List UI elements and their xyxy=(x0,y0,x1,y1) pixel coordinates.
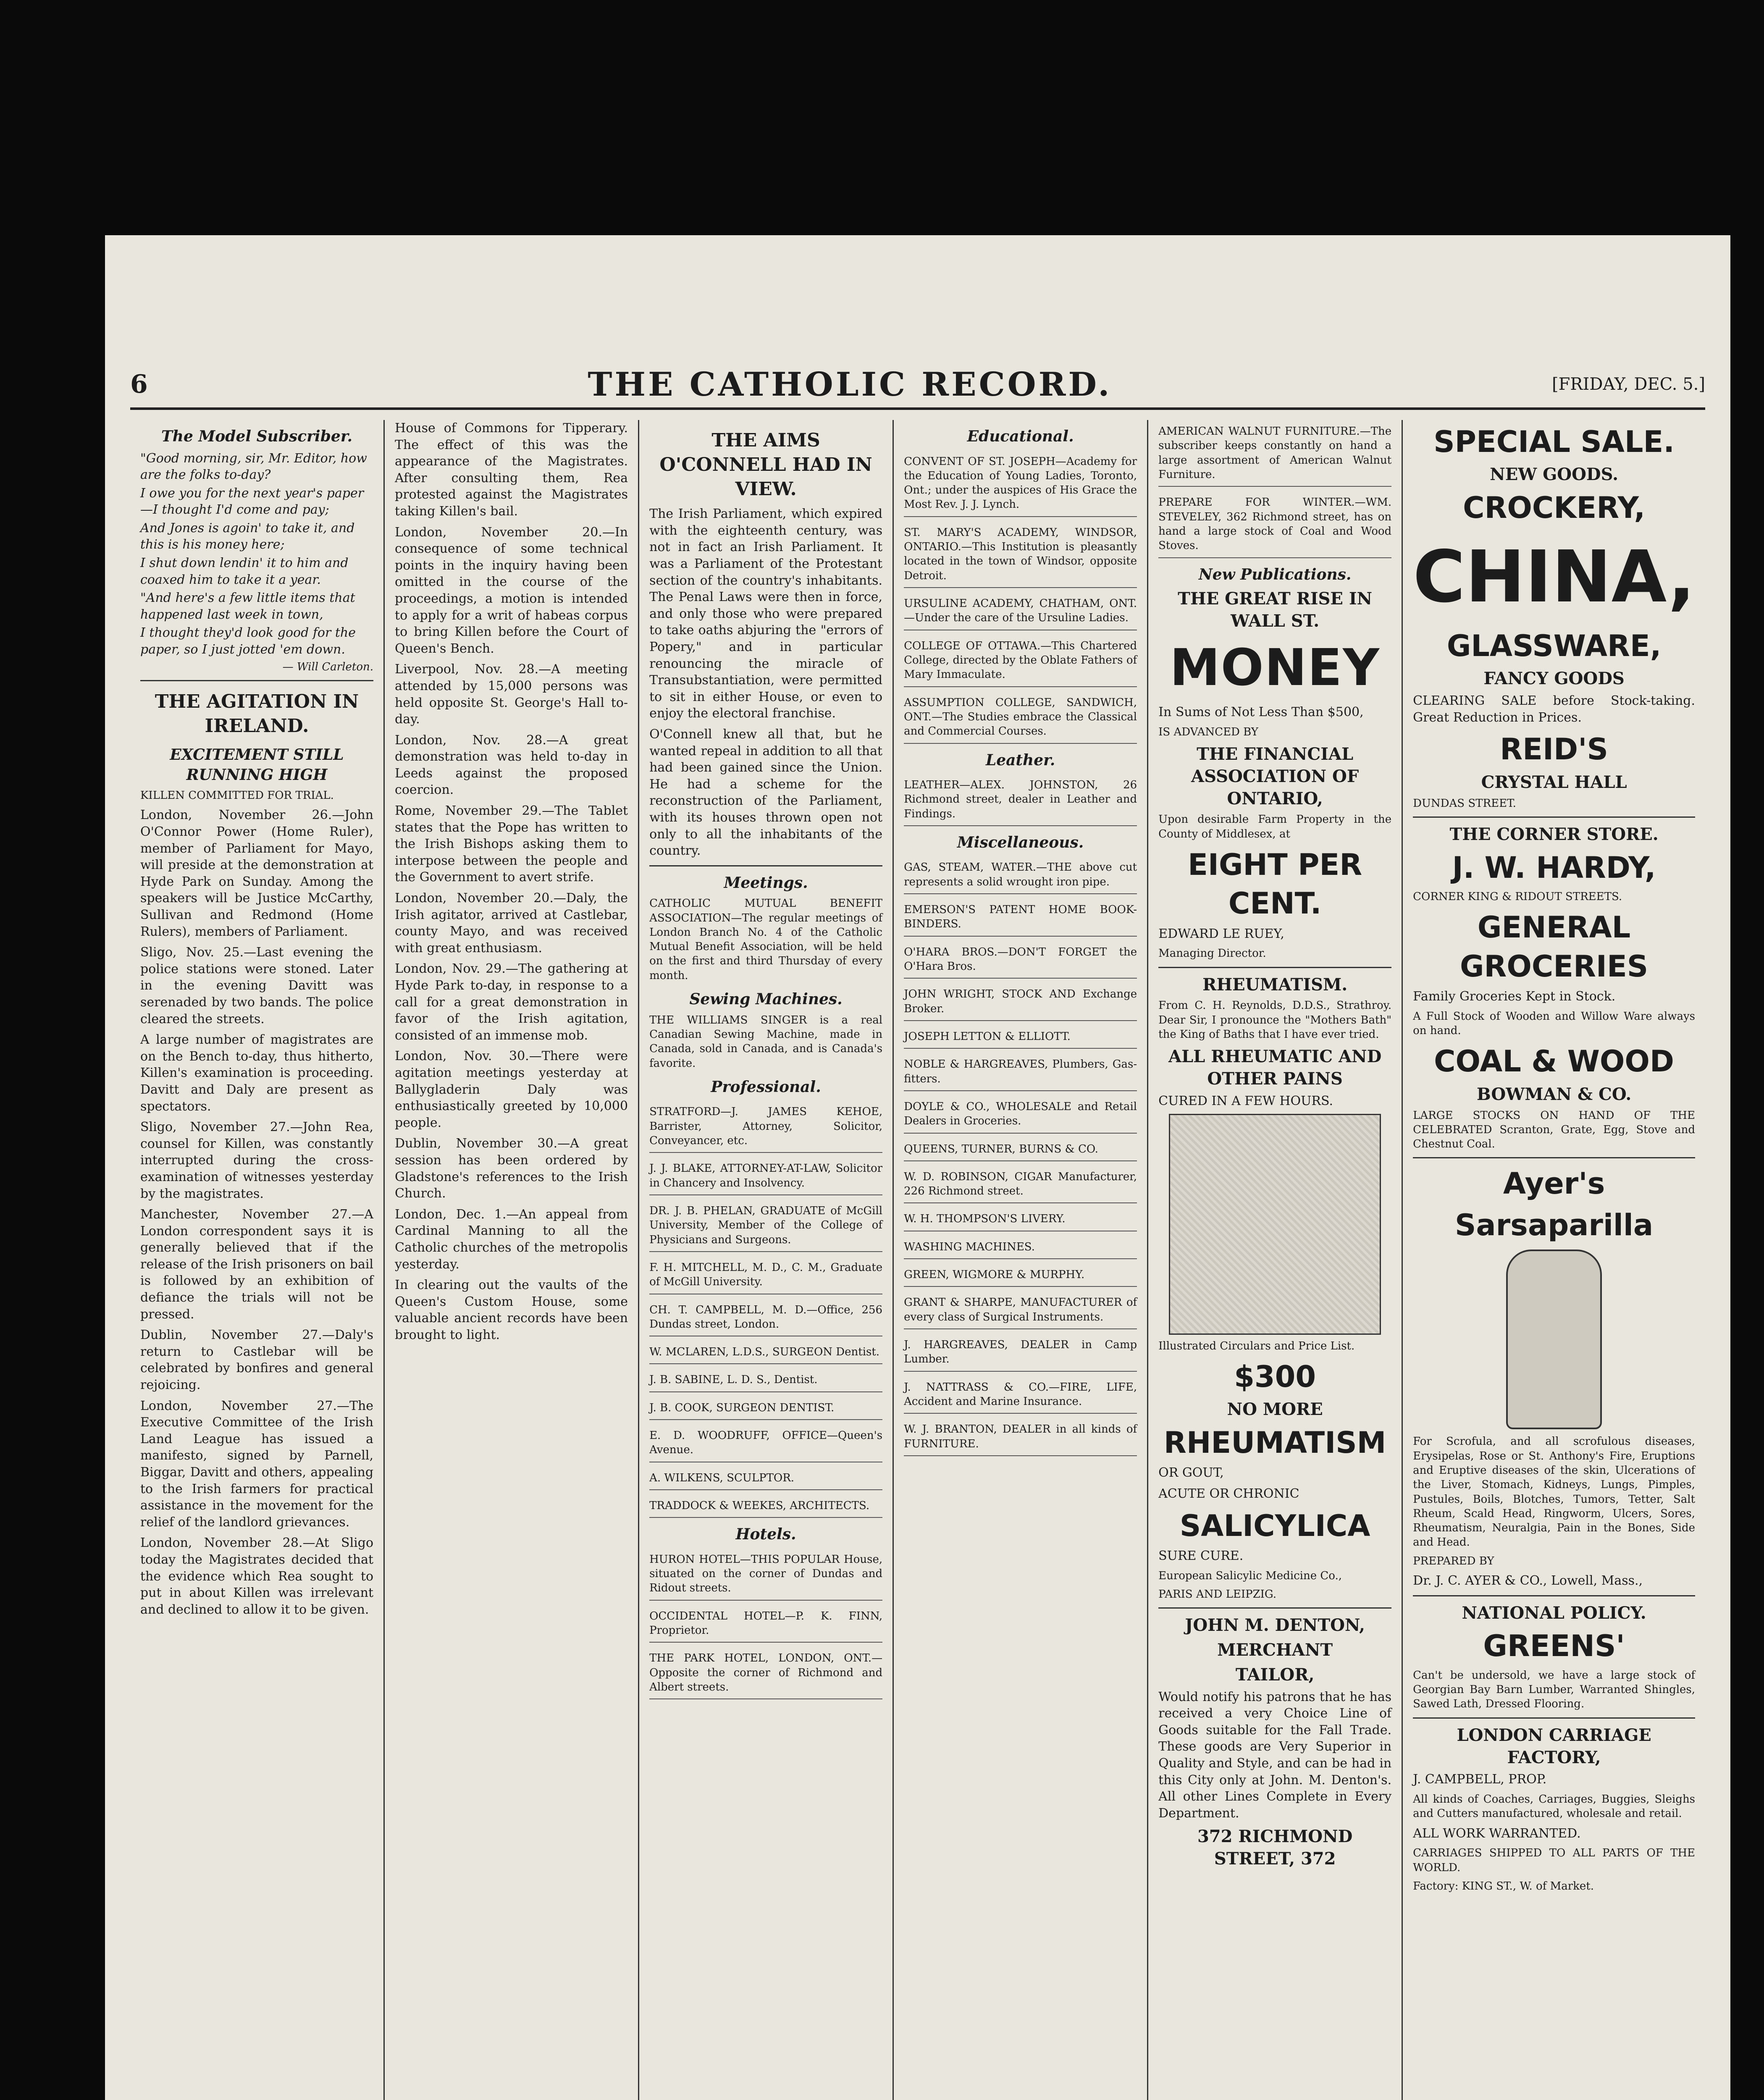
notice: CATHOLIC MUTUAL BENEFIT ASSOCIATION—The regular meetings of London Branch No. 4 of the Catholic Mutual Benefit Association, will be held on the first and third Thursday of every month. xyxy=(649,897,883,982)
prepared-by: PREPARED BY xyxy=(1413,1554,1494,1567)
corner-store: THE CORNER STORE. xyxy=(1449,824,1659,844)
article-paragraph: London, November 27.—The Executive Committee of the Irish Land League has issued a manifesto, signed by Parnell, Biggar, Davitt and others, appealing to the Irish farmers for practical assistance in the movement for the relief of the landlord grievances. xyxy=(140,1398,374,1530)
sarsaparilla: Sarsaparilla xyxy=(1455,1208,1654,1242)
column-2 xyxy=(385,420,639,2100)
poem-line: "Good morning, sir, Mr. Editor, how are the folks to-day? xyxy=(140,451,367,483)
hotel-card: OCCIDENTAL HOTEL—P. K. FINN, Proprietor. xyxy=(649,1605,882,1643)
carriage-text: All kinds of Coaches, Carriages, Buggies, Sleighs and Cutters manufactured, wholesale and retail. xyxy=(1413,1793,1696,1820)
money-sub: In Sums of Not Less Than $500, xyxy=(1158,705,1364,719)
article-paragraph: Sligo, November 27.—John Rea, counsel for Killen, was constantly interrupted during the cross-examination of witnesses yesterday by the magistrates. xyxy=(140,1120,374,1201)
article-paragraph: Dublin, November 27.—Daly's return to Castlebar will be celebrated by bonfires and general rejoicing. xyxy=(140,1328,374,1393)
misc-ad: J. HARGREAVES, DEALER in Camp Lumber. xyxy=(904,1334,1137,1372)
divider xyxy=(1413,816,1695,818)
campbell-prop: J. CAMPBELL, PROP. xyxy=(1413,1772,1547,1787)
misc-ad: GAS, STEAM, WATER.—THE above cut represents a solid wrought iron pipe. xyxy=(904,856,1137,894)
article-paragraph: The Irish Parliament, which expired with the eighteenth century, was not in fact an Irish Parliament. It was a Parliament of the Protestant section of the country's inhabitants. The Penal Laws were then in force, and only those who were prepared to take oaths abjuring the "errors of Popery," and in particular renouncing the miracle of Transubstantiation, were permitted to sit in either House, or even to enjoy the electoral franchise. xyxy=(649,507,883,721)
crystal-hall: CRYSTAL HALL xyxy=(1481,772,1627,792)
divider xyxy=(140,680,373,681)
poem-line: I thought they'd look good for the paper, so I just jotted 'em down. xyxy=(140,625,356,657)
poem-credit: — Will Carleton. xyxy=(282,660,374,673)
ayer-company: Dr. J. C. AYER & CO., Lowell, Mass., xyxy=(1413,1573,1643,1588)
section-heading-leather: Leather. xyxy=(985,751,1055,769)
column-5 xyxy=(1148,420,1403,2100)
crockery: CROCKERY, xyxy=(1463,491,1646,525)
director-title: Managing Director. xyxy=(1158,947,1266,960)
professional-card: J. B. COOK, SURGEON DENTIST. xyxy=(649,1396,882,1420)
professional-card: F. H. MITCHELL, M. D., C. M., Graduate of McGill University. xyxy=(649,1256,882,1294)
newspaper-page xyxy=(105,235,1730,2100)
hardy-name: J. W. HARDY, xyxy=(1452,850,1656,885)
professional-card: STRATFORD—J. JAMES KEHOE, Barrister, Attorney, Solicitor, Conveyancer, etc. xyxy=(649,1100,882,1153)
misc-ad: EMERSON'S PATENT HOME BOOK-BINDERS. xyxy=(904,898,1137,937)
article-paragraph: Dublin, November 30.—A great session has been ordered by Gladstone's references to the Irish Church. xyxy=(395,1136,628,1201)
column-4 xyxy=(894,420,1148,2100)
paris-leipzig: PARIS AND LEIPZIG. xyxy=(1158,1588,1277,1601)
article-paragraph: Rome, November 29.—The Tablet states that the Pope has written to the Irish Bishops asking them to interpose between the people and the Government to avert strife. xyxy=(395,803,628,885)
column-3 xyxy=(639,420,894,2100)
fancy-goods: FANCY GOODS xyxy=(1483,669,1625,689)
winter-ad: PREPARE FOR WINTER.—WM. STEVELEY, 362 Richmond street, has on hand a large stock of Coal and Wood Stoves. xyxy=(1158,491,1391,558)
sure-cure: SURE CURE. xyxy=(1158,1549,1244,1563)
misc-ad: W. J. BRANTON, DEALER in all kinds of FURNITURE. xyxy=(904,1418,1137,1456)
director-name: EDWARD LE RUEY, xyxy=(1158,926,1284,941)
misc-ad: WASHING MACHINES. xyxy=(904,1236,1137,1259)
article-title: THE AGITATION IN IRELAND. xyxy=(155,690,359,737)
wall-st-headline: THE GREAT RISE IN WALL ST. xyxy=(1178,589,1373,631)
article-paragraph: London, November 28.—At Sligo today the Magistrates decided that the evidence which Rea sought to put in about Killen was irrelevant and declined to allow it to be given. xyxy=(140,1536,374,1617)
columns xyxy=(130,420,1705,2100)
article-paragraph: Liverpool, Nov. 28.—A meeting attended by 15,000 persons was held opposite St. George's Hall to-day. xyxy=(395,662,628,727)
carriages-shipped: CARRIAGES SHIPPED TO ALL PARTS OF THE WORLD. xyxy=(1413,1847,1696,1874)
or-gout: OR GOUT, xyxy=(1158,1465,1224,1480)
china: CHINA, xyxy=(1413,535,1696,619)
column-1 xyxy=(130,420,385,2100)
european-co: European Salicylic Medicine Co., xyxy=(1158,1569,1342,1582)
ayers: Ayer's xyxy=(1503,1166,1605,1201)
article-paragraph: London, November 20.—In consequence of some technical points in the inquiry having been omitted in the course of the proceedings, a motion is intended to apply for a writ of habeas corpus to bring Killen before the Court of Queen's Bench. xyxy=(395,525,628,656)
section-heading-meetings: Meetings. xyxy=(724,874,808,892)
poem-title: The Model Subscriber. xyxy=(161,428,353,445)
carriage-factory: LONDON CARRIAGE FACTORY, xyxy=(1457,1725,1651,1767)
ayers-text: For Scrofula, and all scrofulous diseases, Erysipelas, Rose or St. Anthony's Fire, Eruptions and Eruptive diseases of the skin, Ulcerations of the Liver, Stomach, Kidneys, Lungs, Pimples, Pustules, Boils, Blotches, Tumors, Tetter, Salt Rheum, Scald Head, Ringworm, Ulcers, Sores, Rheumatism, Neuralgia, Pain in the Bones, Side and Head. xyxy=(1413,1435,1696,1549)
dateline: [FRIDAY, DEC. 5.] xyxy=(1552,375,1705,394)
poem-line: I shut down lendin' it to him and coaxed him to take it a year. xyxy=(140,556,349,587)
reward-amount: $300 xyxy=(1234,1359,1316,1394)
divider xyxy=(649,865,882,866)
hardy-address: CORNER KING & RIDOUT STREETS. xyxy=(1413,890,1622,903)
money-advanced: IS ADVANCED BY xyxy=(1158,725,1258,738)
poem-line: "And here's a few little items that happened last week in town, xyxy=(140,591,355,622)
school-ad: CONVENT OF ST. JOSEPH—Academy for the Education of Young Ladies, Toronto, Ont.; under the auspices of His Grace the Most Rev. J. J. Lynch. xyxy=(904,450,1137,517)
divider xyxy=(1413,1595,1695,1596)
rheumatism-big: RHEUMATISM xyxy=(1163,1425,1386,1460)
divider xyxy=(1413,1157,1695,1158)
bowman-name: BOWMAN & CO. xyxy=(1476,1084,1632,1104)
article-paragraph: O'Connell knew all that, but he wanted repeal in addition to all that had been gained since the Union. He had a scheme for the reconstruction of the Parliament, with its houses thrown open not only to all the inhabitants of the country. xyxy=(649,727,883,858)
tailor-line: TAILOR, xyxy=(1235,1664,1315,1685)
cured-line: CURED IN A FEW HOURS. xyxy=(1158,1093,1334,1108)
acute-chronic: ACUTE OR CHRONIC xyxy=(1158,1486,1299,1502)
professional-card: A. WILKENS, SCULPTOR. xyxy=(649,1467,882,1490)
school-ad: ST. MARY'S ACADEMY, WINDSOR, ONTARIO.—This Institution is pleasantly located in the town of Windsor, opposite Detroit. xyxy=(904,521,1137,588)
misc-ad: QUEENS, TURNER, BURNS & CO. xyxy=(904,1138,1137,1161)
section-heading-professional: Professional. xyxy=(711,1078,821,1096)
poem-line: I owe you for the next year's paper—I thought I'd come and pay; xyxy=(140,486,364,517)
professional-card: W. MCLAREN, L.D.S., SURGEON Dentist. xyxy=(649,1341,882,1364)
sarsaparilla-bottle-image xyxy=(1506,1250,1602,1429)
money-headline: MONEY xyxy=(1170,638,1380,697)
school-ad: ASSUMPTION COLLEGE, SANDWICH, ONT.—The Studies embrace the Classical and Commercial Courses. xyxy=(904,691,1137,744)
professional-card: CH. T. CAMPBELL, M. D.—Office, 256 Dundas street, London. xyxy=(649,1299,882,1337)
illustrated-caption: Illustrated Circulars and Price List. xyxy=(1158,1339,1355,1352)
greens: GREENS' xyxy=(1483,1629,1625,1664)
poem xyxy=(140,450,373,674)
masthead: THE CATHOLIC RECORD. xyxy=(588,365,1112,404)
eight-per-cent: EIGHT PER CENT. xyxy=(1188,847,1362,921)
article-paragraph: London, Dec. 1.—An appeal from Cardinal Manning to all the Catholic churches of the metropolis yesterday. xyxy=(395,1207,628,1272)
professional-card: J. B. SABINE, L. D. S., Dentist. xyxy=(649,1368,882,1392)
national-policy: NATIONAL POLICY. xyxy=(1462,1603,1646,1623)
denton-name: JOHN M. DENTON, xyxy=(1185,1615,1365,1635)
article-paragraph: London, Nov. 28.—A great demonstration was held to-day in Leeds against the proposed coercion. xyxy=(395,732,628,798)
rheumatism-text: From C. H. Reynolds, D.D.S., Strathroy. Dear Sir, I pronounce the "Mothers Bath" the King of Baths that I have ever tried. xyxy=(1158,999,1392,1041)
section-heading-sewing: Sewing Machines. xyxy=(689,990,843,1008)
school-ad: URSULINE ACADEMY, CHATHAM, ONT.—Under the care of the Ursuline Ladies. xyxy=(904,592,1137,630)
glassware: GLASSWARE, xyxy=(1446,628,1662,663)
article-paragraph: House of Commons for Tipperary. The effect of this was the appearance of the Magistrates. After consulting them, Rea protested against the Magistrates taking Killen's bail. xyxy=(395,421,628,519)
article-paragraph: London, Nov. 30.—There were agitation meetings yesterday at Ballygladerin Daly was enthusiastically greeted by 10,000 people. xyxy=(395,1049,628,1130)
special-sale: SPECIAL SALE. xyxy=(1433,425,1675,459)
professional-card: J. J. BLAKE, ATTORNEY-AT-LAW, Solicitor in Chancery and Insolvency. xyxy=(649,1157,882,1195)
professional-card: E. D. WOODRUFF, OFFICE—Queen's Avenue. xyxy=(649,1424,882,1462)
article-paragraph: London, November 26.—John O'Connor Power (Home Ruler), member of Parliament for Mayo, will preside at the demonstration at Hyde Park on Sunday. Among the speakers will be Justice McCarthy, Sullivan and Redmond (Home Rulers), members of Parliament. xyxy=(140,808,374,939)
school-ad: COLLEGE OF OTTAWA.—This Chartered College, directed by the Oblate Fathers of Mary Immaculate. xyxy=(904,635,1137,687)
divider xyxy=(1158,967,1391,968)
money-desc: Upon desirable Farm Property in the County of Middlesex, at xyxy=(1158,813,1392,840)
column-6 xyxy=(1403,420,1705,2100)
coal-wood: COAL & WOOD xyxy=(1434,1044,1675,1079)
denton-text: Would notify his patrons that he has received a very Choice Line of Goods suitable for the Fall Trade. These goods are Very Superior in Quality and Style, and can be had in this City only at John. M. Denton's. All other Lines Complete in Every Department. xyxy=(1158,1689,1392,1821)
hotel-card: HURON HOTEL—THIS POPULAR House, situated on the corner of Dundas and Ridout streets. xyxy=(649,1548,882,1601)
denton-address: 372 RICHMOND STREET, 372 xyxy=(1197,1827,1353,1869)
merchant-line: MERCHANT xyxy=(1217,1640,1333,1660)
page-header xyxy=(130,361,1705,410)
leather-ad: LEATHER—ALEX. JOHNSTON, 26 Richmond street, dealer in Leather and Findings. xyxy=(904,774,1137,826)
divider xyxy=(1413,1717,1695,1719)
article-title: THE AIMS O'CONNELL HAD IN VIEW. xyxy=(659,430,872,500)
bowman-text: LARGE STOCKS ON HAND OF THE CELEBRATED Scranton, Grate, Egg, Stove and Chestnut Coal. xyxy=(1413,1109,1696,1151)
no-more: NO MORE xyxy=(1227,1399,1323,1420)
notice: THE WILLIAMS SINGER is a real Canadian Sewing Machine, made in Canada, sold in Canada, and is Canada's favorite. xyxy=(649,1013,883,1070)
article-paragraph: Sligo, Nov. 25.—Last evening the police stations were stoned. Later in the evening Davitt was serenaded by two bands. The police cleared the streets. xyxy=(140,945,374,1026)
all-work-warranted: ALL WORK WARRANTED. xyxy=(1413,1826,1581,1841)
financial-association: THE FINANCIAL ASSOCIATION OF ONTARIO, xyxy=(1191,744,1359,808)
woodenware: A Full Stock of Wooden and Willow Ware always on hand. xyxy=(1413,1010,1696,1037)
article-subtitle: EXCITEMENT STILL RUNNING HIGH xyxy=(170,746,344,784)
clearing-sale: CLEARING SALE before Stock-taking. Great Reduction in Prices. xyxy=(1413,693,1696,725)
reids: REID'S xyxy=(1500,732,1608,767)
section-heading-educational: Educational. xyxy=(967,428,1074,445)
article-paragraph: A large number of magistrates are on the Bench to-day, thus hitherto, Killen's examination is proceeding. Davitt and Daly are present as spectators. xyxy=(140,1032,374,1114)
misc-ad: JOSEPH LETTON & ELLIOTT. xyxy=(904,1025,1137,1049)
section-heading-hotels: Hotels. xyxy=(735,1525,796,1544)
misc-ad: GRANT & SHARPE, MANUFACTURER of every class of Surgical Instruments. xyxy=(904,1291,1137,1329)
dundas-street: DUNDAS STREET. xyxy=(1413,797,1516,810)
hotel-card: THE PARK HOTEL, LONDON, ONT.—Opposite the corner of Richmond and Albert streets. xyxy=(649,1647,882,1699)
misc-ad: NOBLE & HARGREAVES, Plumbers, Gas-fitters. xyxy=(904,1053,1137,1091)
factory-address: Factory: KING ST., W. of Market. xyxy=(1413,1880,1594,1893)
article-paragraph: Manchester, November 27.—A London correspondent says it is generally believed that if the release of the Irish prisoners on bail is followed by an exhibition of defiance the trials will not be pressed. xyxy=(140,1207,374,1322)
misc-ad: J. NATTRASS & CO.—FIRE, LIFE, Accident and Marine Insurance. xyxy=(904,1376,1137,1414)
poem-line: And Jones is agoin' to take it, and this is his money here; xyxy=(140,520,355,552)
article-kicker: KILLEN COMMITTED FOR TRIAL. xyxy=(140,789,334,802)
rheumatism-heading: RHEUMATISM. xyxy=(1202,974,1348,995)
article-paragraph: In clearing out the vaults of the Queen's Custom House, some valuable ancient records have been brought to light. xyxy=(395,1278,628,1342)
misc-ad: GREEN, WIGMORE & MURPHY. xyxy=(904,1263,1137,1287)
new-goods: NEW GOODS. xyxy=(1490,465,1618,485)
section-heading-publications: New Publications. xyxy=(1198,565,1352,583)
rheumatic-pains: ALL RHEUMATIC AND OTHER PAINS xyxy=(1168,1047,1382,1089)
professional-card: DR. J. B. PHELAN, GRADUATE of McGill University, Member of the College of Physicians and Surgeons. xyxy=(649,1200,882,1252)
bath-engraving-image xyxy=(1169,1114,1381,1335)
misc-ad: W. H. THOMPSON'S LIVERY. xyxy=(904,1208,1137,1231)
salicylica: SALICYLICA xyxy=(1179,1508,1370,1543)
article-paragraph: London, November 20.—Daly, the Irish agitator, arrived at Castlebar, county Mayo, and was received with great enthusiasm. xyxy=(395,891,628,956)
article-paragraph: London, Nov. 29.—The gathering at Hyde Park to-day, in response to a call for a great demonstration in favor of the Irish agitation, consisted of an immense mob. xyxy=(395,961,628,1043)
divider xyxy=(1158,1607,1391,1609)
misc-ad: W. D. ROBINSON, CIGAR Manufacturer, 226 Richmond street. xyxy=(904,1166,1137,1204)
family-groceries: Family Groceries Kept in Stock. xyxy=(1413,989,1616,1004)
misc-ad: JOHN WRIGHT, STOCK AND Exchange Broker. xyxy=(904,983,1137,1021)
misc-ad: DOYLE & CO., WHOLESALE and Retail Dealers in Groceries. xyxy=(904,1095,1137,1134)
general-groceries: GENERAL GROCERIES xyxy=(1460,910,1648,984)
page-number: 6 xyxy=(130,370,148,399)
greens-text: Can't be undersold, we have a large stock of Georgian Bay Barn Lumber, Warranted Shingles, Sawed Lath, Dressed Flooring. xyxy=(1413,1669,1696,1711)
walnut-ad: AMERICAN WALNUT FURNITURE.—The subscriber keeps constantly on hand a large assortment of American Walnut Furniture. xyxy=(1158,420,1391,487)
section-heading-misc: Miscellaneous. xyxy=(957,833,1084,851)
misc-ad: O'HARA BROS.—DON'T FORGET the O'Hara Bros. xyxy=(904,941,1137,979)
professional-card: TRADDOCK & WEEKES, ARCHITECTS. xyxy=(649,1494,882,1518)
